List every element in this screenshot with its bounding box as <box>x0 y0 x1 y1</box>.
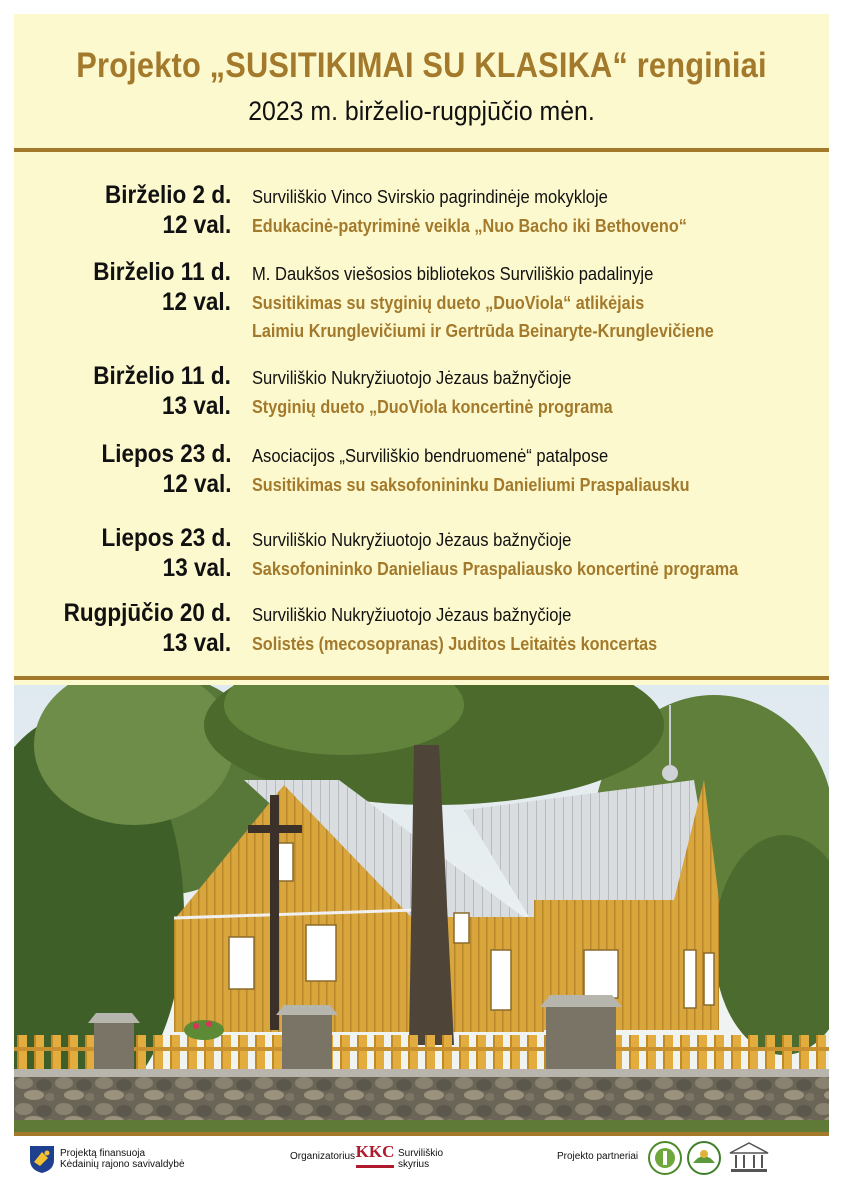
poster <box>14 14 829 1136</box>
event-info <box>252 182 735 240</box>
event-program: Solistės (mecosopranas) Juditos Leitaitės koncertas <box>252 634 658 654</box>
funding-text: Projektą finansuoja Kėdainių rajono savivaldybė <box>60 1148 185 1170</box>
top-divider <box>14 148 829 152</box>
poster-subtitle: 2023 m. birželio-rugpjūčio mėn. <box>248 96 595 126</box>
kedainiai-coat-of-arms-icon <box>28 1144 56 1174</box>
event-info <box>252 525 792 583</box>
footer-divider <box>14 1132 829 1136</box>
event-program: Susitikimas su saksofonininku Danieliumi Praspaliausku <box>252 475 690 495</box>
event-venue: Asociacijos „Surviliškio bendruomenė“ patalpose <box>252 446 609 466</box>
poster-header <box>14 14 829 148</box>
bottom-divider <box>14 676 829 680</box>
event-program: Styginių dueto „DuoViola koncertinė programa <box>252 397 613 417</box>
organizer-text: Surviliškio skyrius <box>398 1148 444 1170</box>
event-date: Birželio 2 d. 12 val. <box>104 181 231 239</box>
event-info <box>252 600 702 658</box>
event-date: Rugpjūčio 20 d. 13 val. <box>63 599 231 657</box>
event-venue: Surviliškio Nukryžiuotojo Jėzaus bažnyčioje <box>252 605 572 625</box>
event-venue: Surviliškio Nukryžiuotojo Jėzaus bažnyčioje <box>252 530 572 550</box>
event-info <box>252 363 653 421</box>
event-venue: Surviliškio Nukryžiuotojo Jėzaus bažnyčioje <box>252 368 572 388</box>
partner-logo-green-icon <box>648 1141 682 1175</box>
church-illustration <box>14 685 829 1133</box>
partner-logo-community-icon <box>687 1141 721 1175</box>
event-program: Laimiu Krunglevičiumi ir Gertrūda Beinaryte-Krunglevičiene <box>252 321 714 341</box>
organizer-label: Organizatorius <box>290 1151 356 1162</box>
footer <box>0 1138 843 1192</box>
event-date: Liepos 23 d. 12 val. <box>100 440 231 498</box>
event-program: Susitikimas su styginių dueto „DuoViola“ atlikėjais <box>252 293 645 313</box>
library-logo-icon <box>728 1140 770 1176</box>
event-info <box>252 441 738 499</box>
partners-label: Projekto partneriai <box>557 1151 639 1162</box>
event-date: Birželio 11 d. 12 val. <box>93 258 231 316</box>
event-info <box>252 259 765 345</box>
event-program: Edukacinė-patyriminė veikla „Nuo Bacho iki Bethoveno“ <box>252 216 687 236</box>
event-date: Liepos 23 d. 13 val. <box>100 524 231 582</box>
event-program: Saksofonininko Danieliaus Praspaliausko koncertinė programa <box>252 559 739 579</box>
event-date: Birželio 11 d. 13 val. <box>93 362 231 420</box>
event-venue: Surviliškio Vinco Svirskio pagrindinėje mokykloje <box>252 187 608 207</box>
event-venue: M. Daukšos viešosios bibliotekos Surviliškio padalinyje <box>252 264 654 284</box>
poster-title: Projekto „SUSITIKIMAI SU KLASIKA“ renginiai <box>76 46 767 85</box>
church-photo <box>14 685 829 1133</box>
kkc-logo: KKC <box>352 1141 398 1175</box>
